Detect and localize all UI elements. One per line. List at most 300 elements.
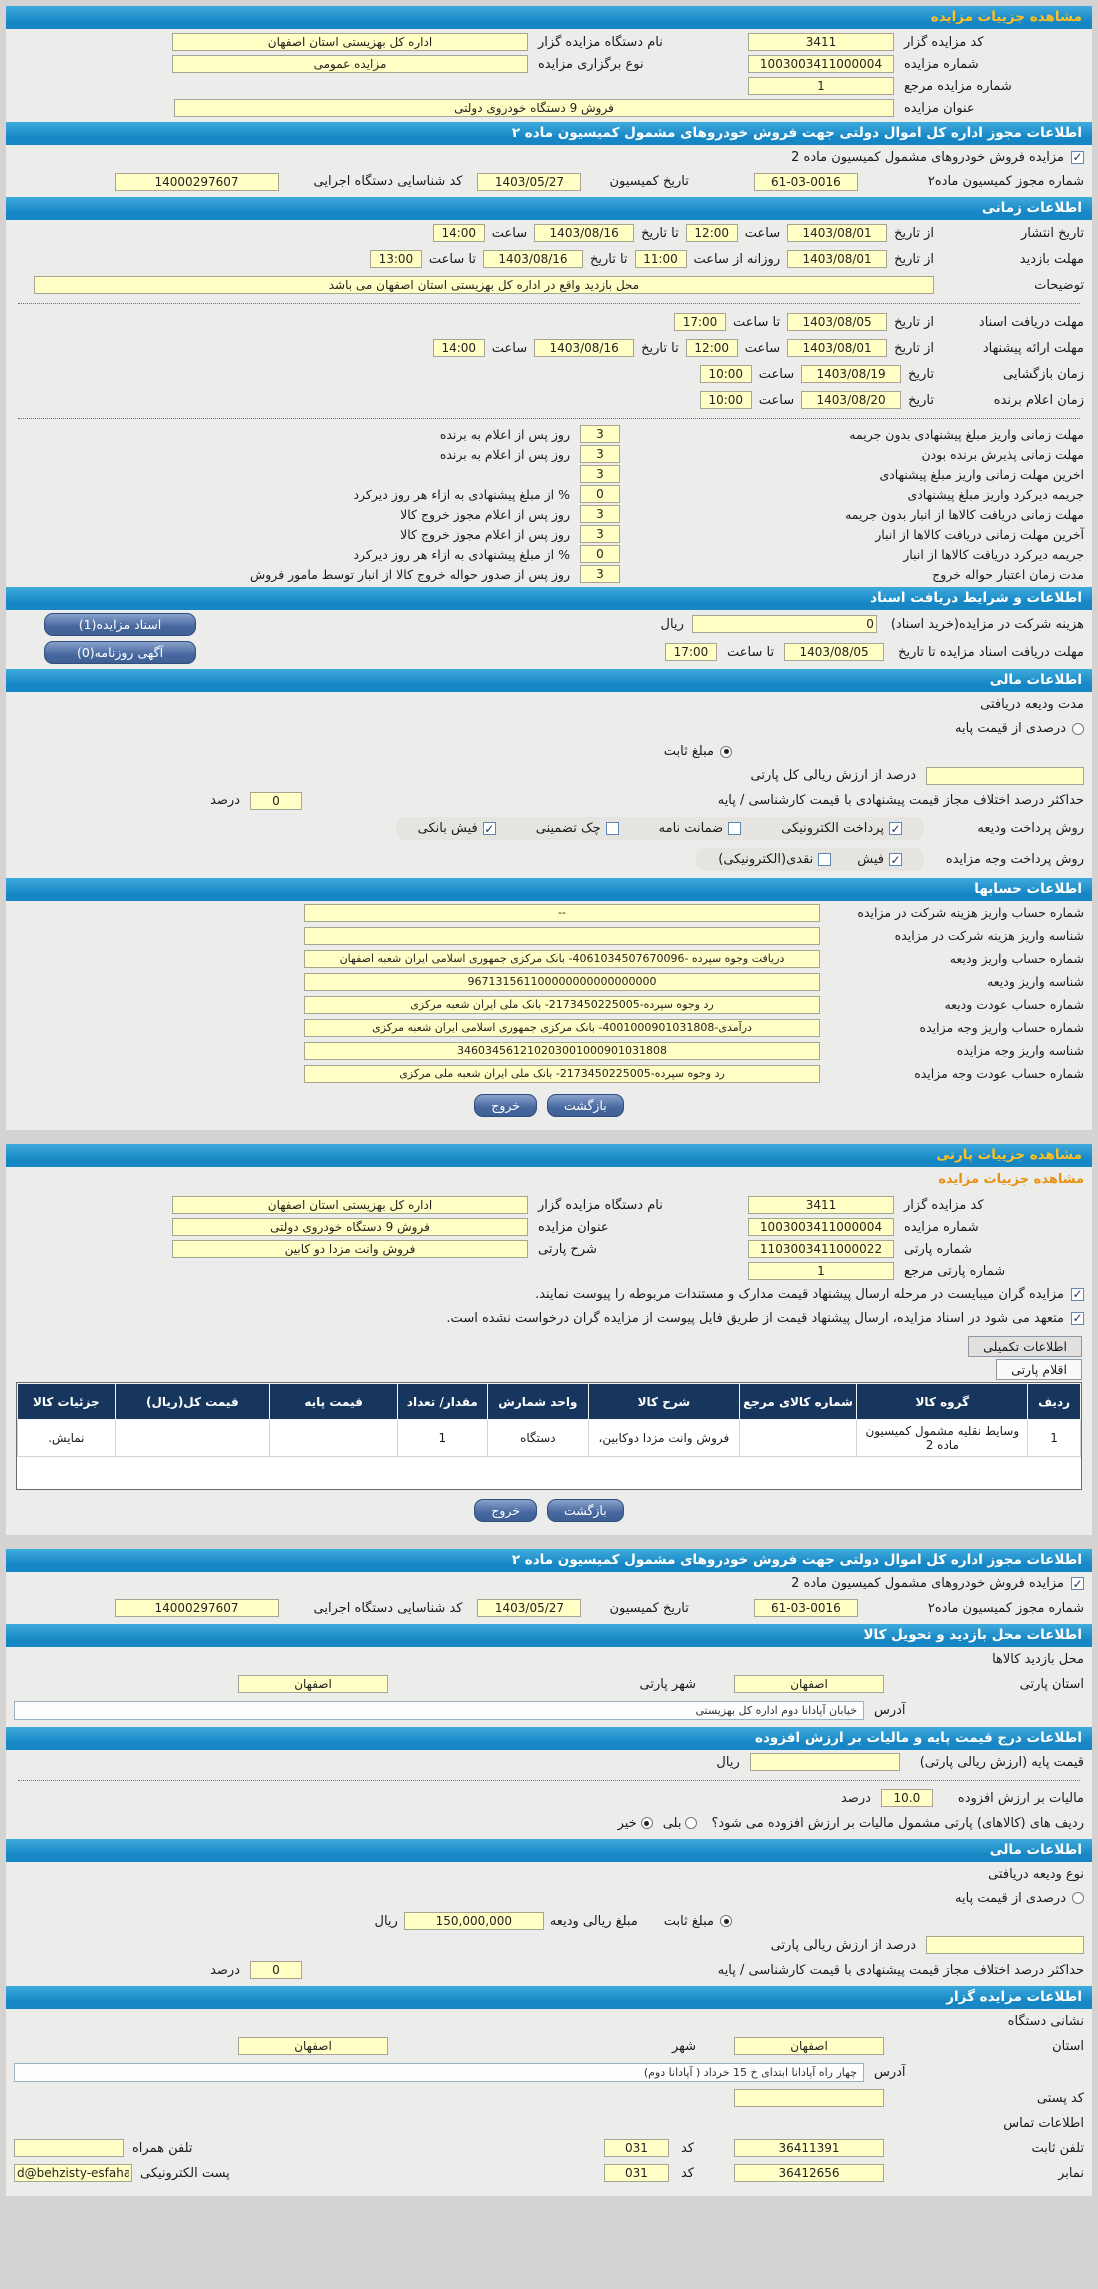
phone-input[interactable] xyxy=(734,2139,884,2157)
madeh2-checkbox-2[interactable] xyxy=(1071,1577,1084,1590)
lot-city-label: شهر پارتی xyxy=(639,1676,696,1692)
lot-ref-input[interactable] xyxy=(748,1262,894,1280)
action-buttons xyxy=(6,1490,1092,1525)
back-button-2[interactable]: بازگشت xyxy=(547,1499,624,1522)
deadline-input[interactable] xyxy=(580,545,620,563)
cell-base-price xyxy=(270,1420,398,1457)
doc-receive-time-input[interactable] xyxy=(674,313,726,331)
phone-mobile-row xyxy=(6,2136,1092,2161)
doc-deadline-hour-label: تا ساعت xyxy=(726,644,775,660)
permit-number-input-2[interactable] xyxy=(754,1599,858,1617)
electronic-payment-checkbox[interactable] xyxy=(889,822,902,835)
deadline-label: جریمه دیرکرد واریز مبلغ پیشنهادی xyxy=(907,486,1084,502)
lot-auctioneer-code-input[interactable] xyxy=(748,1196,894,1214)
doc-deadline-date-input[interactable] xyxy=(784,643,884,661)
max-diff-suffix: درصد xyxy=(210,793,240,808)
account-input[interactable] xyxy=(304,1019,820,1037)
winner-hour-label: ساعت xyxy=(758,392,795,408)
documents-cost-row xyxy=(6,610,1092,638)
notes-input[interactable] xyxy=(34,276,934,294)
deadline-input[interactable] xyxy=(580,505,620,523)
vat-yes-radio[interactable] xyxy=(685,1817,697,1829)
tabs-row-1 xyxy=(6,1336,1092,1357)
payment-option xyxy=(536,821,619,836)
certified-check-checkbox[interactable] xyxy=(606,822,619,835)
base-price-row xyxy=(6,1750,1092,1775)
deadline-label: مهلت زمانی واریز مبلغ پیشنهادی بدون جریمه xyxy=(849,426,1084,442)
accounts-header: اطلاعات حسابها xyxy=(6,878,1092,901)
exit-button-2[interactable]: خروج xyxy=(474,1499,537,1522)
certified-check-label: چک تضمینی xyxy=(535,821,601,836)
account-label: شناسه واریز وجه مزایده xyxy=(956,1043,1084,1058)
vat-yes-label: بلی xyxy=(662,1815,682,1831)
deadline-row xyxy=(6,424,1092,444)
auction-details-panel xyxy=(6,6,1092,1130)
lot-fixed-amount-radio[interactable] xyxy=(720,1915,732,1927)
cell-ref xyxy=(739,1420,857,1457)
deadline-row xyxy=(6,504,1092,524)
auction-view-header: مشاهده جزییات مزایده xyxy=(6,6,1092,29)
visit-label: مهلت بازدید xyxy=(1019,251,1084,267)
org-name-label: نام دستگاه مزایده گزار xyxy=(538,34,663,50)
auction-payment-label: روش پرداخت وجه مزایده xyxy=(945,852,1084,867)
base-price-input[interactable] xyxy=(750,1753,900,1771)
offer-to-time-input[interactable] xyxy=(433,339,485,357)
back-button[interactable]: بازگشت xyxy=(547,1094,624,1117)
offer-label: مهلت ارائه پیشنهاد xyxy=(982,340,1084,356)
account-input[interactable] xyxy=(304,1042,820,1060)
receipt-label: فیش xyxy=(857,852,884,867)
deadline-label: مدت زمان اعتبار حواله خروج xyxy=(932,566,1084,582)
postal-code-input[interactable] xyxy=(734,2089,884,2107)
doc-cost-input[interactable] xyxy=(692,615,877,633)
guarantee-label: ضمانت نامه xyxy=(658,821,724,836)
doc-receive-label: مهلت دریافت اسناد xyxy=(978,314,1084,330)
org-province-city-row xyxy=(6,2034,1092,2059)
doc-deadline-label: مهلت دریافت اسناد مزایده تا تاریخ xyxy=(898,644,1084,660)
deadline-row xyxy=(6,444,1092,464)
visit-place-group-label: محل بازدید کالاها xyxy=(992,1651,1084,1667)
percent-value-label: درصد از ارزش ریالی کل پارتی xyxy=(750,768,916,783)
tabs-row-2 xyxy=(6,1359,1092,1380)
auctioneer-code-input[interactable] xyxy=(748,33,894,51)
account-label: شناسه واریز هزینه شرکت در مزایده xyxy=(894,928,1084,943)
winner-date-input[interactable] xyxy=(801,391,901,409)
notes-label: توضیحات xyxy=(1034,277,1084,293)
percent-of-base-radio[interactable] xyxy=(1072,723,1084,735)
commission-date-input[interactable] xyxy=(477,173,581,191)
no-file-note-checkbox[interactable] xyxy=(1071,1312,1084,1325)
lot-percent-of-base-label: درصدی از قیمت پایه xyxy=(955,1890,1066,1906)
permit-checkbox-row xyxy=(6,145,1092,169)
phone-code-input[interactable] xyxy=(604,2139,669,2157)
visit-from-hour-label: روزانه از ساعت xyxy=(693,251,781,267)
payment-option xyxy=(718,852,831,867)
lot-link-row xyxy=(6,1167,1092,1192)
deposit-amount-label: مبلغ ریالی ودیعه xyxy=(549,1913,638,1929)
vat-input[interactable] xyxy=(881,1789,933,1807)
org-address-label: آدرس xyxy=(874,2064,906,2080)
permit-number-input[interactable] xyxy=(754,173,858,191)
publish-from-time-input[interactable] xyxy=(686,224,738,242)
offer-from-time-input[interactable] xyxy=(686,339,738,357)
lot-address-row xyxy=(6,1697,1092,1724)
deadline-label: اخرین مهلت زمانی واریز مبلغ پیشنهادی xyxy=(879,466,1084,482)
offer-to-date-input[interactable] xyxy=(534,339,634,357)
financial-lot-header: اطلاعات مالی xyxy=(6,1839,1092,1862)
publish-to-time-input[interactable] xyxy=(433,224,485,242)
phone-label: تلفن ثابت xyxy=(1031,2140,1084,2156)
account-row xyxy=(6,947,1092,970)
doc-receive-from-label: از تاریخ xyxy=(894,314,934,330)
postal-code-label: کد پستی xyxy=(1036,2090,1084,2106)
fixed-amount-row xyxy=(6,740,1092,763)
page xyxy=(6,0,1092,2196)
account-input[interactable] xyxy=(304,973,820,991)
auction-number-input[interactable] xyxy=(748,55,894,73)
auction-type-input[interactable] xyxy=(172,55,528,73)
attach-note-checkbox[interactable] xyxy=(1071,1288,1084,1301)
publish-from-date-input[interactable] xyxy=(787,224,887,242)
lot-fixed-amount-row xyxy=(6,1910,1092,1933)
cell-index: 1 xyxy=(1028,1420,1081,1457)
deadline-suffix: روز پس از اعلام به برنده xyxy=(439,426,570,442)
doc-receive-date-input[interactable] xyxy=(787,313,887,331)
tab-supplementary-info[interactable]: اطلاعات تکمیلی xyxy=(968,1336,1082,1357)
doc-cost-label: هزینه شرکت در مزایده(خرید اسناد) xyxy=(890,616,1084,632)
deadline-suffix: % از مبلغ پیشنهادی به ازاء هر روز دیرکرد xyxy=(353,546,570,562)
lot-ref-label: شماره پارتی مرجع xyxy=(904,1263,1006,1279)
opening-time-input[interactable] xyxy=(700,365,752,383)
vat-question-row xyxy=(6,1811,1092,1836)
auction-type-label: نوع برگزاری مزایده xyxy=(538,56,644,72)
phone-code-label: کد xyxy=(680,2140,694,2156)
org-city-input[interactable] xyxy=(238,2037,388,2055)
account-input[interactable] xyxy=(304,1065,820,1083)
lot-province-input[interactable] xyxy=(734,1675,884,1693)
tab-lot-items[interactable]: اقلام پارتی xyxy=(996,1359,1082,1380)
permit-checkbox-row-2 xyxy=(6,1572,1092,1596)
deposit-payment-options xyxy=(396,817,924,840)
agency-id-input-2[interactable] xyxy=(115,1599,279,1617)
fax-code-input[interactable] xyxy=(604,2164,669,2182)
dotted-divider xyxy=(18,303,1080,304)
deadline-label: مهلت زمانی پذیرش برنده بودن xyxy=(921,446,1084,462)
empty-cell xyxy=(18,1457,1081,1489)
lot-percent-value-input[interactable] xyxy=(926,1936,1084,1954)
max-diff-row xyxy=(6,788,1092,813)
doc-receive-row xyxy=(6,309,1092,335)
col-header-unit: واحد شمارش xyxy=(487,1384,589,1420)
publish-dates-row xyxy=(6,220,1092,246)
electronic-payment-label: پرداخت الکترونیکی xyxy=(781,821,884,836)
fax-input[interactable] xyxy=(734,2164,884,2182)
vat-no-label: خیر xyxy=(617,1815,637,1831)
publish-label: تاریخ انتشار xyxy=(1021,225,1084,241)
table-row xyxy=(18,1420,1081,1457)
offer-dates-row xyxy=(6,335,1092,361)
lot-view-header: مشاهده جزییات پارتی xyxy=(6,1144,1092,1167)
offer-from-hour-label: ساعت xyxy=(744,340,781,356)
lot-auction-number-input[interactable] xyxy=(748,1218,894,1236)
receipt-checkbox[interactable] xyxy=(889,853,902,866)
opening-date-input[interactable] xyxy=(801,365,901,383)
payment-option xyxy=(418,821,496,836)
visit-to-time-input[interactable] xyxy=(370,250,422,268)
doc-receive-hour-label: تا ساعت xyxy=(733,314,781,330)
account-label: شماره حساب واریز هزینه شرکت در مزایده xyxy=(857,905,1084,920)
percent-value-row xyxy=(6,763,1092,788)
account-input[interactable] xyxy=(304,904,820,922)
lot-percent-of-base-radio[interactable] xyxy=(1072,1892,1084,1904)
bank-receipt-checkbox[interactable] xyxy=(483,822,496,835)
deadline-input[interactable] xyxy=(580,425,620,443)
madeh2-checkbox-label: مزایده فروش خودروهای مشمول کمیسیون ماده 2 xyxy=(791,149,1064,165)
commission-date-label-2: تاریخ کمیسیون xyxy=(609,1600,689,1616)
auction-number-label: شماره مزایده xyxy=(904,56,979,72)
org-address-group-row xyxy=(6,2009,1092,2034)
lot-max-diff-row xyxy=(6,1958,1092,1983)
base-price-label: قیمت پایه (ارزش ریالی پارتی) xyxy=(919,1754,1084,1770)
account-row xyxy=(6,1062,1092,1085)
exit-button[interactable]: خروج xyxy=(474,1094,537,1117)
mobile-input[interactable] xyxy=(14,2139,124,2157)
org-address-row xyxy=(6,2059,1092,2086)
deposit-payment-row xyxy=(6,813,1092,844)
opening-date-label: تاریخ xyxy=(908,366,934,382)
winner-time-row xyxy=(6,387,1092,413)
doc-cost-suffix: ریال xyxy=(660,616,684,632)
deadline-suffix: روز پس از اعلام مجوز خروج کالا xyxy=(400,526,570,542)
lot-fixed-amount-label: مبلغ ثابت xyxy=(663,1913,714,1929)
location-header: اطلاعات محل بازدید و تحویل کالا xyxy=(6,1624,1092,1647)
ref-number-input[interactable] xyxy=(748,77,894,95)
col-header-group: گروه کالا xyxy=(857,1384,1028,1420)
org-city-label: شهر xyxy=(671,2038,696,2054)
opening-label: زمان بازگشایی xyxy=(1003,366,1084,382)
guarantee-checkbox[interactable] xyxy=(728,822,741,835)
vat-no-radio[interactable] xyxy=(641,1817,653,1829)
org-address-input[interactable] xyxy=(14,2063,864,2082)
fax-email-row xyxy=(6,2161,1092,2186)
vat-suffix: درصد xyxy=(840,1790,871,1806)
auction-details-link[interactable]: مشاهده جزییات مزایده xyxy=(938,1172,1084,1187)
auction-summary-grid xyxy=(6,29,1092,119)
cell-unit: دستگاه xyxy=(487,1420,589,1457)
org-province-input[interactable] xyxy=(734,2037,884,2055)
lot-org-name-input[interactable] xyxy=(172,1196,528,1214)
lot-province-label: استان پارتی xyxy=(1019,1676,1084,1692)
col-header-quantity: مقدار/ تعداد xyxy=(398,1384,487,1420)
lot-org-name-label: نام دستگاه مزایده گزار xyxy=(538,1197,663,1213)
auctioneer-header: اطلاعات مزایده گزار xyxy=(6,1986,1092,2009)
cell-quantity: 1 xyxy=(398,1420,487,1457)
offer-from-date-input[interactable] xyxy=(787,339,887,357)
deadline-suffix: % از مبلغ پیشنهادی به ازاء هر روز دیرکرد xyxy=(353,486,570,502)
visit-from-label: از تاریخ xyxy=(894,251,934,267)
doc-deadline-time-input[interactable] xyxy=(665,643,717,661)
deadline-input[interactable] xyxy=(580,565,620,583)
base-price-suffix: ریال xyxy=(716,1754,740,1770)
documents-deadline-row xyxy=(6,638,1092,666)
deadline-input[interactable] xyxy=(580,485,620,503)
offer-to-label: تا تاریخ xyxy=(641,340,679,356)
deadline-row xyxy=(6,464,1092,484)
payment-option xyxy=(659,821,742,836)
auction-payment-options xyxy=(696,848,924,871)
visit-from-date-input[interactable] xyxy=(787,250,887,268)
lot-max-diff-input[interactable] xyxy=(250,1961,302,1979)
contact-group-label: اطلاعات تماس xyxy=(1003,2115,1084,2131)
account-label: شناسه واریز ودیعه xyxy=(987,974,1084,989)
lot-city-input[interactable] xyxy=(238,1675,388,1693)
item-details-link[interactable]: نمایش. xyxy=(18,1420,116,1457)
fax-code-label: کد xyxy=(680,2165,694,2181)
vat-row xyxy=(6,1786,1092,1811)
permit-number-label: شماره مجوز کمیسیون ماده۲ xyxy=(927,174,1084,189)
lot-number-input[interactable] xyxy=(748,1240,894,1258)
cell-group: وسایط نقلیه مشمول کمیسیون ماده 2 xyxy=(857,1420,1028,1457)
lot-summary-grid xyxy=(6,1192,1092,1282)
deadline-suffix: روز پس از اعلام مجوز خروج کالا xyxy=(400,506,570,522)
madeh2-checkbox[interactable] xyxy=(1071,151,1084,164)
auctioneer-code-label: کد مزایده گزار xyxy=(904,34,984,50)
visit-to-label: تا تاریخ xyxy=(589,251,628,267)
agency-id-label: کد شناسایی دستگاه اجرایی xyxy=(313,174,463,189)
publish-from-label: از تاریخ xyxy=(894,225,934,241)
fixed-amount-label: مبلغ ثابت xyxy=(663,744,714,759)
visit-to-date-input[interactable] xyxy=(483,250,583,268)
pricing-header: اطلاعات درج قیمت پایه و مالیات بر ارزش افزوده xyxy=(6,1727,1092,1750)
deposit-type-label: نوع ودیعه دریافتی xyxy=(988,1866,1084,1882)
account-input[interactable] xyxy=(304,950,820,968)
deadline-row xyxy=(6,484,1092,504)
winner-time-input[interactable] xyxy=(700,391,752,409)
table-header-row xyxy=(18,1384,1081,1420)
deposit-amount-input[interactable] xyxy=(404,1912,544,1930)
lot-max-diff-label: حداکثر درصد اختلاف مجاز قیمت پیشنهادی با قیمت کارشناسی / پایه xyxy=(717,1962,1084,1978)
visit-from-time-input[interactable] xyxy=(635,250,687,268)
account-row xyxy=(6,993,1092,1016)
lot-items-table xyxy=(17,1383,1081,1489)
permit-fields-row xyxy=(6,169,1092,194)
lot-extra-panel xyxy=(6,1549,1092,2196)
publish-to-date-input[interactable] xyxy=(534,224,634,242)
publish-from-hour-label: ساعت xyxy=(744,225,781,241)
lot-address-input[interactable] xyxy=(14,1701,864,1720)
permit-header-2: اطلاعات مجوز اداره کل اموال دولتی جهت فروش خودروهای مشمول کمیسیون ماده ۲ xyxy=(6,1549,1092,1572)
email-input[interactable] xyxy=(14,2164,132,2182)
deposit-duration-row xyxy=(6,692,1092,717)
vat-label: مالیات بر ارزش افزوده xyxy=(957,1790,1084,1806)
payment-option xyxy=(781,821,902,836)
madeh2-checkbox-label-2: مزایده فروش خودروهای مشمول کمیسیون ماده 2 xyxy=(791,1576,1064,1591)
org-address-group-label: نشانی دستگاه xyxy=(1007,2013,1084,2029)
lot-number-label: شماره پارتی xyxy=(904,1241,972,1257)
lot-percent-value-label: درصد از ارزش ریالی پارتی xyxy=(770,1937,916,1953)
lot-items-table-wrap xyxy=(16,1382,1082,1490)
account-label: شماره حساب واریز وجه مزایده xyxy=(919,1020,1084,1035)
dotted-divider xyxy=(18,1780,1080,1781)
account-label: شماره حساب عودت ودیعه xyxy=(944,997,1084,1012)
deposit-type-row xyxy=(6,1862,1092,1887)
visit-place-group-row xyxy=(6,1647,1092,1672)
deadline-input[interactable] xyxy=(580,465,620,483)
agency-id-input[interactable] xyxy=(115,173,279,191)
deadline-suffix: روز پس از اعلام به برنده xyxy=(439,446,570,462)
max-diff-label: حداکثر درصد اختلاف مجاز قیمت پیشنهادی با قیمت کارشناسی / پایه xyxy=(717,793,1084,808)
time-info-header: اطلاعات زمانی xyxy=(6,197,1092,220)
lot-percent-value-row xyxy=(6,1933,1092,1958)
account-row xyxy=(6,924,1092,947)
col-header-details: جزئیات کالا xyxy=(18,1384,116,1420)
deposit-amount-suffix: ریال xyxy=(374,1913,398,1929)
payment-option xyxy=(857,852,902,867)
cash-electronic-checkbox[interactable] xyxy=(818,853,831,866)
ref-number-label: شماره مزایده مرجع xyxy=(904,78,1012,94)
lot-auction-title-label: عنوان مزایده xyxy=(538,1219,609,1235)
auction-title-input[interactable] xyxy=(174,99,894,117)
commission-date-input-2[interactable] xyxy=(477,1599,581,1617)
newspaper-ads-button[interactable]: آگهی روزنامه(0) xyxy=(44,641,196,664)
deadline-label: آخرین مهلت زمانی دریافت کالاها از انبار xyxy=(875,526,1084,542)
deadline-input[interactable] xyxy=(580,525,620,543)
account-input[interactable] xyxy=(304,996,820,1014)
commission-date-label: تاریخ کمیسیون xyxy=(609,174,689,189)
lot-province-city-row xyxy=(6,1672,1092,1697)
agency-id-label-2: کد شناسایی دستگاه اجرایی xyxy=(313,1600,463,1616)
auction-documents-button[interactable]: اسناد مزایده(1) xyxy=(44,613,196,636)
deadline-input[interactable] xyxy=(580,445,620,463)
lot-desc-label: شرح پارتی xyxy=(538,1241,597,1257)
lot-details-panel xyxy=(6,1144,1092,1535)
postal-code-row xyxy=(6,2086,1092,2111)
offer-from-label: از تاریخ xyxy=(894,340,934,356)
deadline-row xyxy=(6,524,1092,544)
fixed-amount-radio[interactable] xyxy=(720,746,732,758)
empty-table-space xyxy=(18,1457,1081,1489)
fax-label: نمابر xyxy=(1058,2165,1084,2181)
action-buttons xyxy=(6,1085,1092,1120)
attach-note-row xyxy=(6,1282,1092,1306)
lot-address-label: آدرس xyxy=(874,1702,906,1718)
visit-to-hour-label: تا ساعت xyxy=(428,251,476,267)
section-gap xyxy=(6,1130,1092,1144)
max-diff-input[interactable] xyxy=(250,792,302,810)
percent-of-base-row xyxy=(6,717,1092,740)
lot-desc-input[interactable] xyxy=(172,1240,528,1258)
no-file-note-label: متعهد می شود در اسناد مزایده، ارسال پیشنهاد قیمت از طریق فایل پیوست از مزایده گران درخواست نشده است. xyxy=(446,1310,1064,1326)
lot-auction-title-input[interactable] xyxy=(172,1218,528,1236)
percent-value-input[interactable] xyxy=(926,767,1084,785)
opening-time-row xyxy=(6,361,1092,387)
no-file-note-row xyxy=(6,1306,1092,1330)
account-input[interactable] xyxy=(304,927,820,945)
deadline-row xyxy=(6,564,1092,584)
lot-auctioneer-code-label: کد مزایده گزار xyxy=(904,1197,984,1213)
notes-row xyxy=(6,272,1092,298)
permit-header: اطلاعات مجوز اداره کل اموال دولتی جهت فروش خودروهای مشمول کمیسیون ماده ۲ xyxy=(6,122,1092,145)
publish-to-hour-label: ساعت xyxy=(491,225,528,241)
section-gap xyxy=(6,1535,1092,1549)
cell-description: فروش وانت مزدا دوکابین، xyxy=(589,1420,739,1457)
auction-title-label: عنوان مزایده xyxy=(904,100,975,116)
financial-auction-header: اطلاعات مالی xyxy=(6,669,1092,692)
org-name-input[interactable] xyxy=(172,33,528,51)
account-row xyxy=(6,1016,1092,1039)
winner-label: زمان اعلام برنده xyxy=(993,392,1084,408)
permit-number-label-2: شماره مجوز کمیسیون ماده۲ xyxy=(927,1600,1084,1616)
